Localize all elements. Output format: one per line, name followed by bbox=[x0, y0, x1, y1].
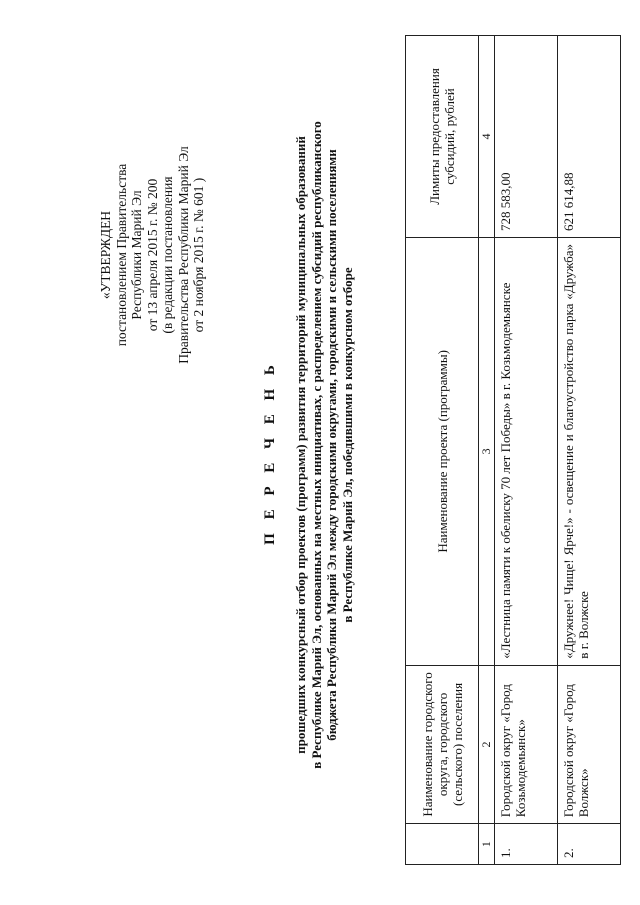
document-subtitle bbox=[293, 55, 355, 835]
header-cell-number bbox=[406, 824, 479, 865]
approval-line: Республики Марий Эл bbox=[129, 190, 144, 320]
document-title: П Е Р Е Ч Е Н Ь bbox=[262, 360, 278, 545]
header-cell-project: Наименование проекта (программы) bbox=[406, 237, 479, 665]
column-number-row bbox=[479, 36, 495, 865]
approval-line: «УТВЕРЖДЕН bbox=[98, 210, 113, 300]
row-project: «Дружнее! Чище! Ярче!» - освещение и благоустройство парка «Дружба» в г. Волжске bbox=[558, 237, 621, 665]
row-municipality: Городской округ «Город Козьмодемьянск» bbox=[495, 665, 558, 824]
table-header-row bbox=[406, 36, 479, 865]
approval-stamp bbox=[98, 105, 207, 405]
column-number: 4 bbox=[479, 36, 495, 238]
table-row bbox=[495, 36, 558, 865]
projects-table bbox=[405, 35, 621, 865]
subtitle-line: прошедших конкурсный отбор проектов (программ) развития территорий муниципальных образований bbox=[293, 136, 308, 754]
approval-line: (в редакции постановления bbox=[160, 176, 175, 334]
subtitle-line: в Республике Марий Эл, победившими в конкурсном отборе bbox=[339, 267, 355, 623]
column-number: 1 bbox=[479, 824, 495, 865]
table-row bbox=[558, 36, 621, 865]
row-municipality: Городской округ «Город Волжск» bbox=[558, 665, 621, 824]
row-project: «Лестница памяти к обелиску 70 лет Победы» в г. Козьмодемьянске bbox=[495, 237, 558, 665]
row-limit: 621 614,88 bbox=[558, 36, 621, 238]
approval-line: от 2 ноября 2015 г. № 601 ) bbox=[191, 177, 206, 333]
subtitle-line: в Республике Марий Эл, основанных на местных инициативах, с распределением субсидий республиканского bbox=[308, 121, 324, 769]
approval-line: Правительства Республики Марий Эл bbox=[175, 146, 191, 364]
approval-line: от 13 апреля 2015 г. № 200 bbox=[144, 178, 160, 332]
row-number: 1. bbox=[495, 824, 558, 865]
header-cell-limit: Лимиты предоставления субсидий, рублей bbox=[406, 36, 479, 238]
column-number: 2 bbox=[479, 665, 495, 824]
row-number: 2. bbox=[558, 824, 621, 865]
column-number: 3 bbox=[479, 237, 495, 665]
subtitle-line: бюджета Республики Марий Эл между городскими округами, городскими и сельскими поселениями bbox=[324, 149, 339, 741]
row-limit: 728 583,00 bbox=[495, 36, 558, 238]
approval-line: постановлением Правительства bbox=[113, 163, 129, 347]
header-cell-municipality: Наименование городского округа, городского (сельского) поселения bbox=[406, 665, 479, 824]
